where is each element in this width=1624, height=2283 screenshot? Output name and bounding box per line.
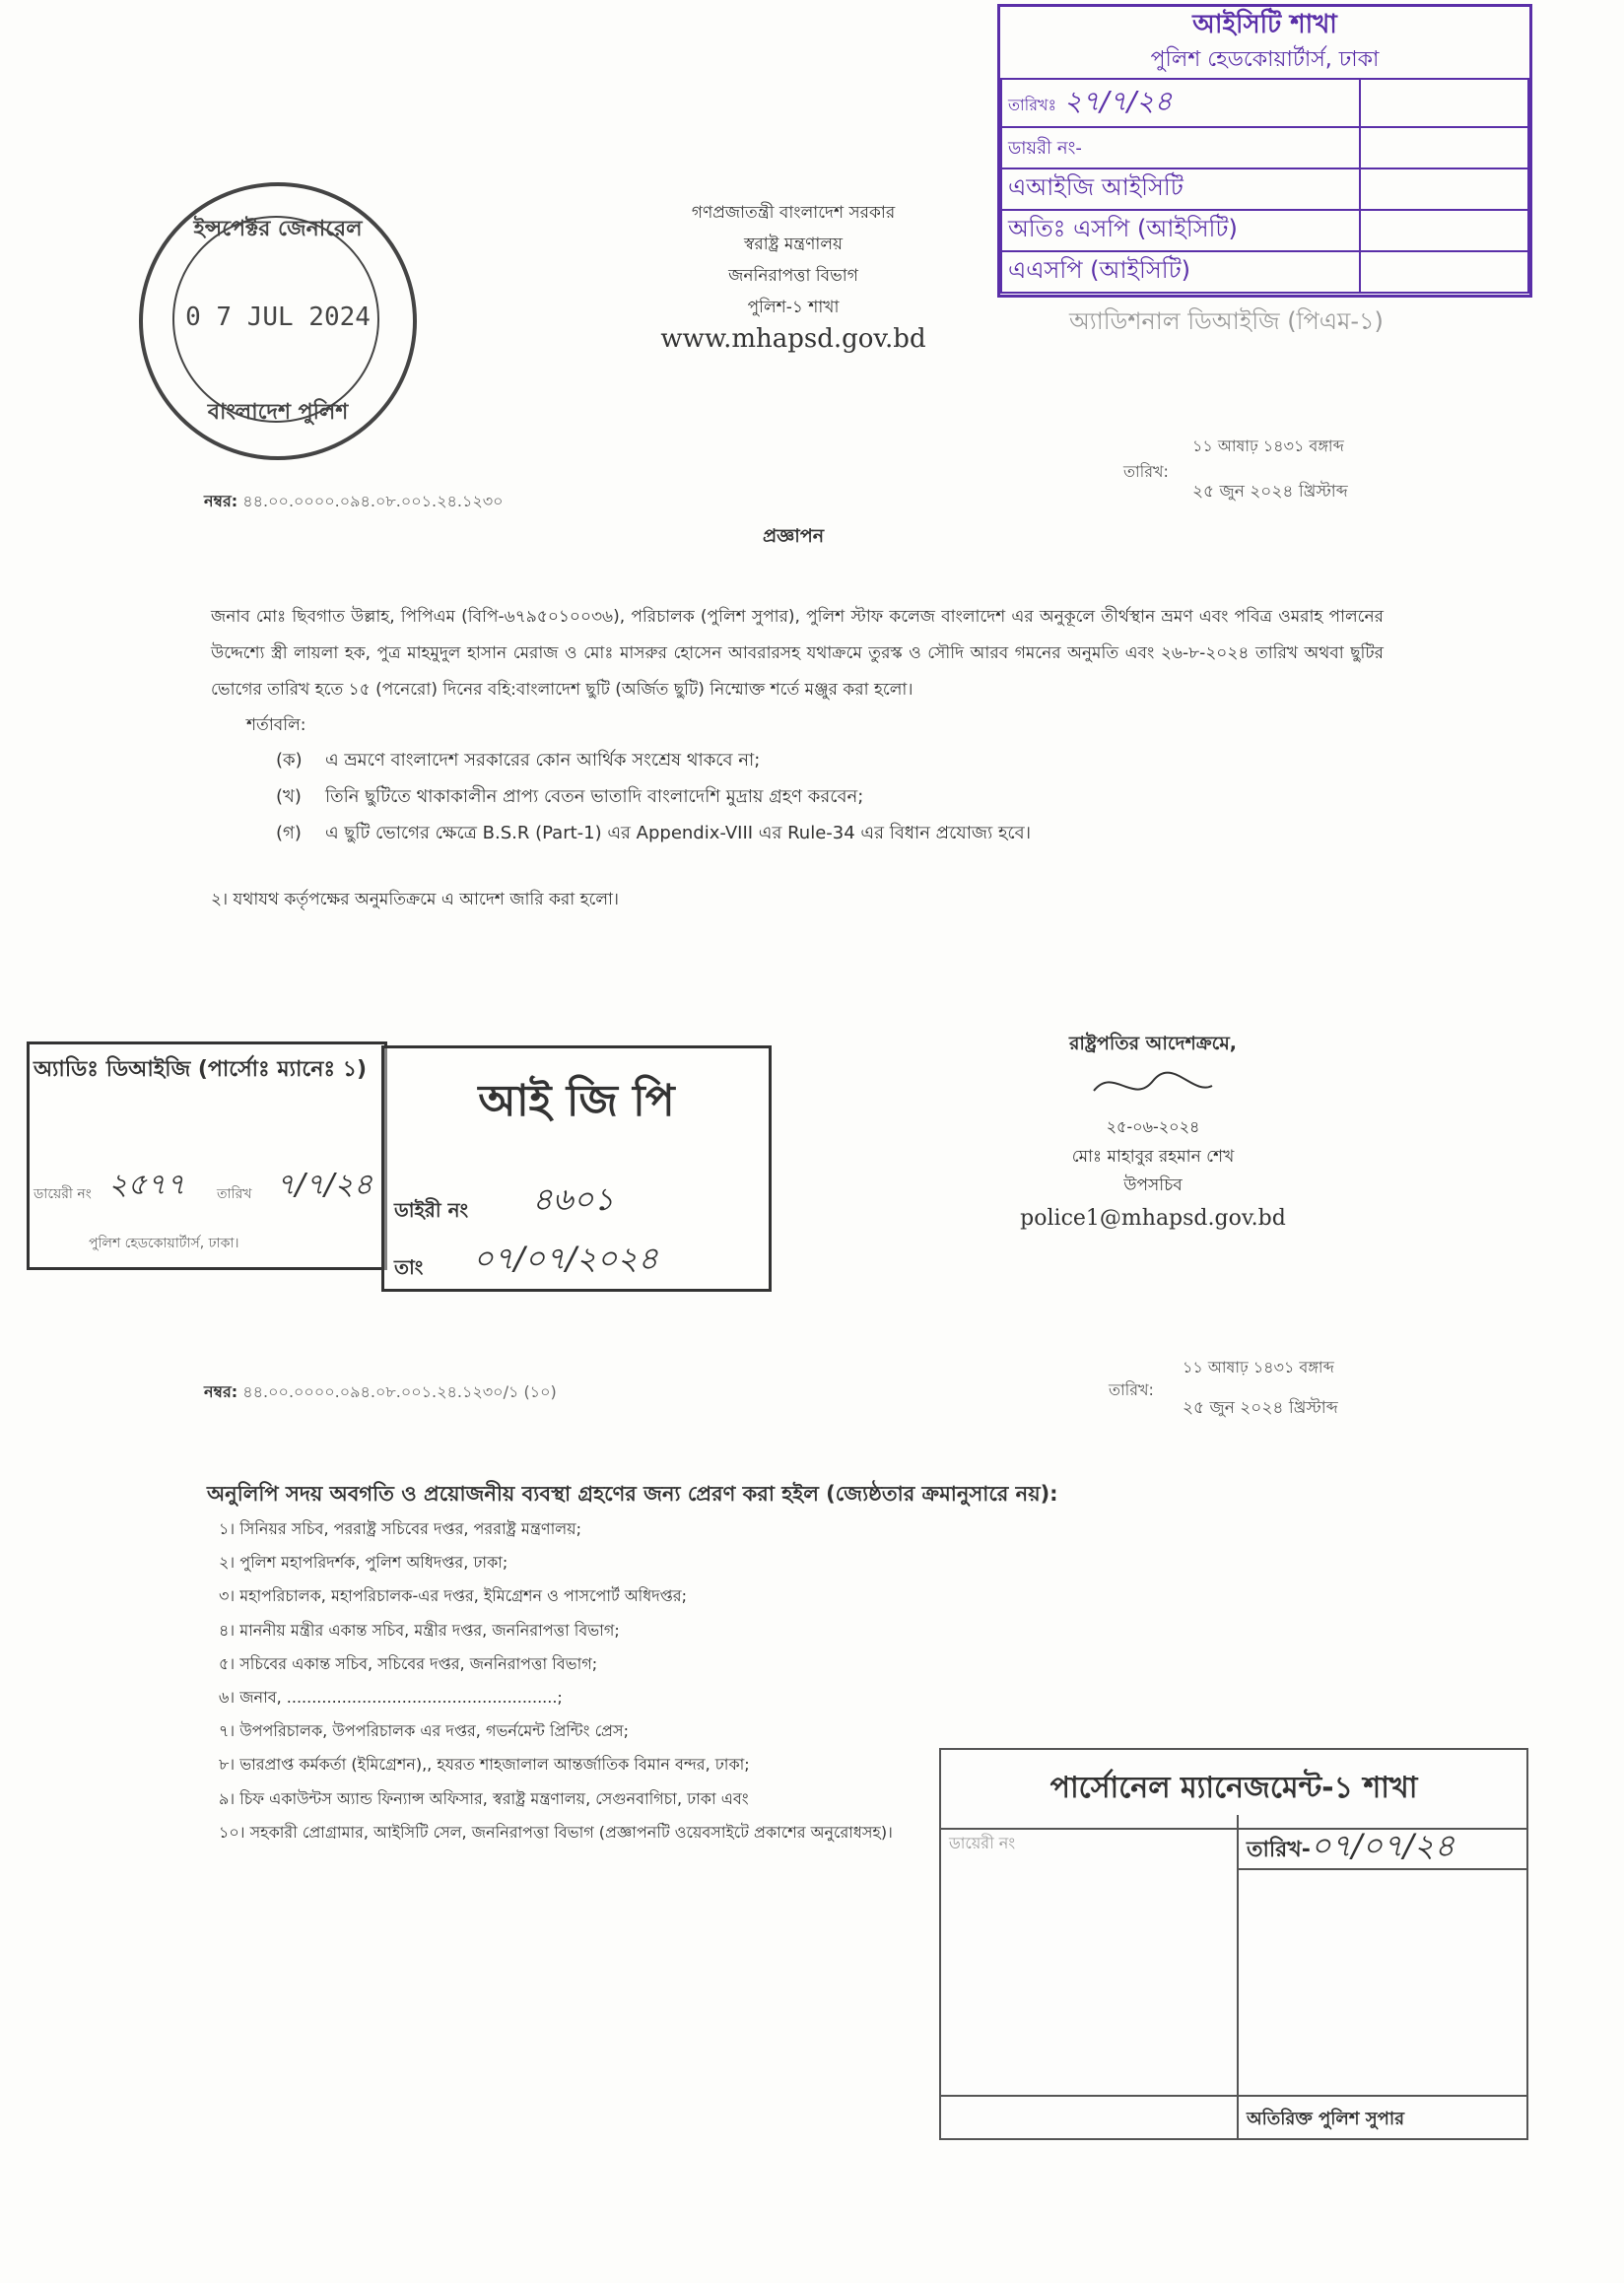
- copies-list: [219, 1512, 928, 1849]
- letterhead: [596, 197, 990, 355]
- memo1-date-bangla: ১১ আষাঢ় ১৪৩১ বঙ্গাব্দ: [1192, 436, 1344, 455]
- diary-label: ডায়েরী নং: [949, 1834, 1016, 1852]
- copies-heading: অনুলিপি সদয় অবগতি ও প্রয়োজনীয় ব্যবস্থা গ্রহণের জন্য প্রেরণ করা হইল (জ্যেষ্ঠতার ক্রমানুসারে নয়):: [207, 1482, 1058, 1506]
- condition-mark: (ক): [276, 750, 303, 771]
- condition-mark: (খ): [276, 786, 302, 807]
- date-row: [1247, 1821, 1455, 1874]
- stamp-date: 0 7 JUL 2024: [185, 302, 371, 332]
- pm1-branch-stamp: [939, 1748, 1528, 2140]
- memo2-date-label: তারিখ:: [1109, 1380, 1154, 1399]
- overlap-stamp-text: অ্যাডিশনাল ডিআইজি (পিএম-১): [1069, 307, 1384, 335]
- number-label: নম্বর:: [204, 492, 238, 510]
- date-value: ০৭/০৭/২০২৪: [473, 1240, 658, 1277]
- signatory-name: মোঃ মাহাবুর রহমান শেখ: [1071, 1147, 1235, 1167]
- copy-item: ১। সিনিয়র সচিব, পররাষ্ট্র সচিবের দপ্তর, পররাষ্ট্র মন্ত্রণালয়;: [219, 1519, 581, 1538]
- body-paragraph: জনাব মোঃ ছিবগাত উল্লাহ, পিপিএম (বিপি-৬৭৯৫০১০০৩৬), পরিচালক (পুলিশ সুপার), পুলিশ স্টাফ কলেজ বাংলাদেশ এর অনুকূলে তীর্থস্থান ভ্রমণ এবং পবিত্র ওমরাহ পালনের উদ্দেশ্যে স্ত্রী লায়লা হক, পুত্র মাহমুদুল হাসান মেরাজ ও মোঃ মাসরুর হোসেন আবরারসহ যথাক্রমে তুরস্ক ও সৌদি আরব গমনের অনুমতি এবং ২৬-৮-২০২৪ তারিখ অথবা ছুটির ভোগের তারিখ হতে ১৫ (পনেরো) দিনের বহি:বাংলাদেশ ছুটি (অর্জিত ছুটি) নিম্মোক্ত শর্তে মঞ্জুর করা হলো।: [211, 607, 1384, 700]
- copy-item: ৫। সচিবের একান্ত সচিব, সচিবের দপ্তর, জননিরাপত্তা বিভাগ;: [219, 1653, 598, 1673]
- diary-number: ২৫৭৭: [108, 1168, 185, 1202]
- signatory-email[interactable]: police1@mhapsd.gov.bd: [1020, 1206, 1286, 1231]
- addl-dig-stamp: [27, 1041, 387, 1270]
- stamp-row: অতিঃ এসপি (আইসিটি): [1001, 210, 1360, 251]
- condition-text: এ ছুটি ভোগের ক্ষেত্রে B.S.R (Part-1) এর Appendix-VIII এর Rule-34 এর বিধান প্রযোজ্য হবে।: [325, 823, 1032, 843]
- signature-date: ২৫-০৬-২০২৪: [1106, 1117, 1200, 1136]
- conditions-label: শর্তাবলি:: [246, 715, 306, 735]
- conditions-list: [276, 742, 1384, 851]
- stamp-top-text: ইন্সপেক্টর জেনারেল: [193, 217, 363, 241]
- order-line: রাষ্ট্রপতির আদেশক্রমে,: [1068, 1033, 1238, 1054]
- header-line: জননিরাপত্তা বিভাগ: [728, 266, 858, 286]
- memo1-date-label: তারিখ:: [1123, 462, 1169, 481]
- copy-item: ২। পুলিশ মহাপরিদর্শক, পুলিশ অধিদপ্তর, ঢাকা;: [219, 1553, 508, 1573]
- header-line: গণপ্রজাতন্ত্রী বাংলাদেশ সরকার: [691, 203, 896, 223]
- body-section: [211, 599, 1384, 914]
- para-2: ২। যথাযথ কর্তৃপক্ষের অনুমতিক্রমে এ আদেশ জারি করা হলো।: [211, 890, 620, 909]
- copy-item: ৪। মাননীয় মন্ত্রীর একান্ত সচিব, মন্ত্রীর দপ্তর, জননিরাপত্তা বিভাগ;: [219, 1620, 620, 1640]
- condition-item: [276, 815, 1384, 851]
- stamp-title: পার্সোনেল ম্যানেজমেন্ট-১ শাখা: [941, 1750, 1526, 1830]
- memo1-number: [204, 489, 504, 515]
- condition-text: এ ভ্রমণে বাংলাদেশ সরকারের কোন আর্থিক সংশ্রেষ থাকবে না;: [325, 750, 761, 771]
- condition-mark: (গ): [276, 823, 302, 843]
- notification-title: প্রজ্ঞাপন: [762, 525, 825, 547]
- stamp-footer: পুলিশ হেডকোয়ার্টার্স, ঢাকা।: [89, 1236, 239, 1251]
- date-value: ৭/৭/২৪: [276, 1168, 373, 1202]
- stamp-row: এআইজি আইসিটি: [1001, 168, 1360, 210]
- signatory-designation: উপসচিব: [1123, 1175, 1183, 1195]
- signature-scribble-icon: [1084, 1061, 1222, 1110]
- date-label: তাং: [394, 1255, 424, 1279]
- igp-round-stamp: [139, 182, 417, 460]
- copy-item: ৬। জনাব, ......................................................;: [219, 1688, 563, 1708]
- stamp-footer: অতিরিক্ত পুলিশ সুপার: [1247, 2109, 1404, 2129]
- condition-item: [276, 742, 1384, 778]
- date-label: তারিখ-: [1247, 1838, 1311, 1862]
- copy-item: ৯। চিফ একাউন্টস অ্যান্ড ফিন্যান্স অফিসার, স্বরাষ্ট্র মন্ত্রণালয়, সেগুনবাগিচা, ঢাকা এবং: [219, 1788, 749, 1808]
- memo2-date-bangla: ১১ আষাঢ় ১৪৩১ বঙ্গাব্দ: [1183, 1358, 1334, 1377]
- number-value: ৪৪.০০.০০০০.০৯৪.০৮.০০১.২৪.১২৩০: [242, 492, 504, 510]
- stamp-row: ডায়রী নং-: [1008, 137, 1082, 159]
- stamp-bottom-text: বাংলাদেশ পুলিশ: [207, 400, 349, 425]
- stamp-table: [1000, 78, 1529, 294]
- copy-item: ৩। মহাপরিচালক, মহাপরিচালক-এর দপ্তর, ইমিগ্রেশন ও পাসপোর্ট অধিদপ্তর;: [219, 1586, 687, 1606]
- stamp-title: আইসিটি শাখা: [1192, 10, 1337, 39]
- igp-stamp: [381, 1045, 772, 1292]
- number-label: নম্বর:: [204, 1382, 238, 1401]
- number-value: ৪৪.০০.০০০০.০৯৪.০৮.০০১.২৪.১২৩০/১ (১০): [242, 1382, 557, 1401]
- website-link[interactable]: www.mhapsd.gov.bd: [660, 324, 926, 354]
- stamp-title: আই জি পি: [478, 1076, 675, 1126]
- copy-item: ৭। উপপরিচালক, উপপরিচালক এর দপ্তর, গভর্নমেন্ট প্রিন্টিং প্রেস;: [219, 1721, 629, 1741]
- diary-label: ডাইরী নং: [394, 1198, 469, 1222]
- memo2-date-gregorian: ২৫ জুন ২০২৪ খ্রিস্টাব্দ: [1183, 1398, 1338, 1418]
- condition-text: তিনি ছুটিতে থাকাকালীন প্রাপ্য বেতন ভাতাদি বাংলাদেশি মুদ্রায় গ্রহণ করবেন;: [325, 786, 864, 807]
- stamp-subtitle: পুলিশ হেডকোয়ার্টার্স, ঢাকা: [1150, 47, 1380, 72]
- stamp-row: তারিখঃ: [1008, 96, 1057, 114]
- copy-item: ৮। ভারপ্রাপ্ত কর্মকর্তা (ইমিগ্রেশন),, হযরত শাহজালাল আন্তর্জাতিক বিমান বন্দর, ঢাকা;: [219, 1755, 750, 1775]
- date-value: ০৭/০৭/২৪: [1310, 1827, 1455, 1864]
- condition-item: [276, 778, 1384, 815]
- memo2-number: [204, 1379, 557, 1406]
- stamp-row: এএসপি (আইসিটি): [1001, 251, 1360, 293]
- copy-item: ১০। সহকারী প্রোগ্রামার, আইসিটি সেল, জননিরাপত্তা বিভাগ (প্রজ্ঞাপনটি ওয়েবসাইটে প্রকাশের অনুরোধসহ)।: [219, 1822, 893, 1842]
- signature-block: [946, 1030, 1360, 1231]
- handwritten-date: ২৭/৭/২৪: [1063, 85, 1173, 117]
- header-line: স্বরাষ্ট্র মন্ত্রণালয়: [744, 235, 843, 254]
- header-line: পুলিশ-১ শাখা: [747, 298, 840, 317]
- stamp-title: অ্যাডিঃ ডিআইজি (পার্সোঃ ম্যানেঃ ১): [34, 1057, 368, 1082]
- ict-branch-stamp: [997, 4, 1532, 298]
- diary-label: ডায়েরী নং: [34, 1186, 92, 1202]
- diary-number: ৪৬০১: [532, 1180, 615, 1218]
- date-label: তারিখ: [217, 1186, 252, 1202]
- memo1-date-gregorian: ২৫ জুন ২০২৪ খ্রিস্টাব্দ: [1192, 482, 1348, 502]
